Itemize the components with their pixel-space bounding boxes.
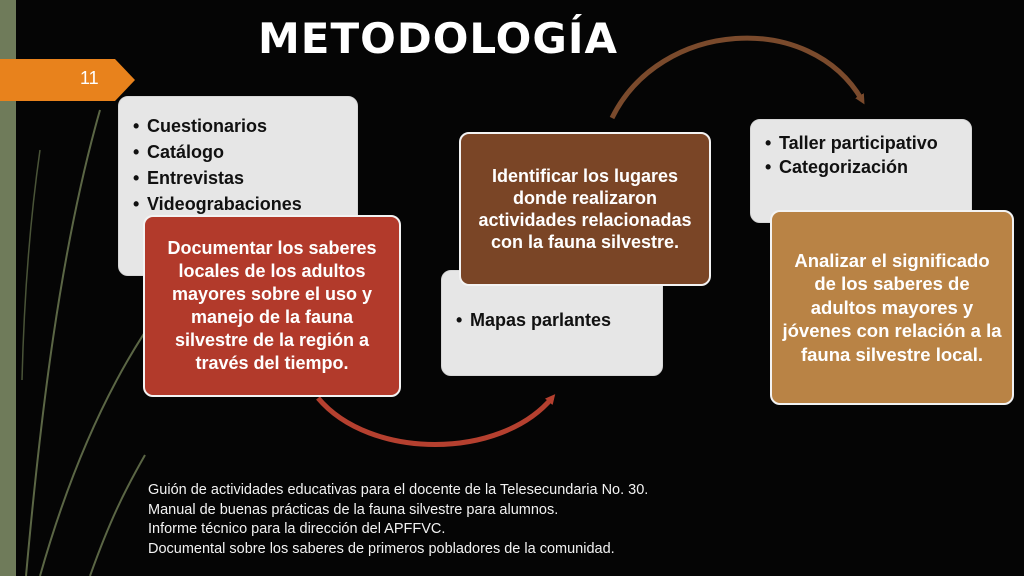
footer-line: Informe técnico para la dirección del APFFVC. bbox=[148, 521, 446, 537]
decorative-line bbox=[22, 150, 40, 380]
stage3-tools-list bbox=[765, 132, 963, 180]
stage1-objective-text: Documentar los saberes locales de los adultos mayores sobre el uso y manejo de la fauna silvestre de la región a través del tiempo. bbox=[167, 238, 377, 373]
list-item: • Taller participativo bbox=[765, 132, 963, 154]
footer-products-list bbox=[148, 481, 648, 559]
list-item: • Catálogo bbox=[133, 139, 347, 165]
stage3-tools-box bbox=[750, 119, 972, 223]
stage2-objective-box bbox=[459, 132, 711, 286]
decorative-line bbox=[90, 455, 145, 576]
footer-line: Manual de buenas prácticas de la fauna silvestre para alumnos. bbox=[148, 501, 559, 518]
arrow-stage2-to-stage3 bbox=[612, 38, 862, 118]
stage2-tools-list bbox=[456, 307, 652, 333]
list-item: • Cuestionarios bbox=[133, 113, 347, 139]
footer-line: Documental sobre los saberes de primeros pobladores de la comunidad. bbox=[148, 540, 615, 557]
footer-line: Guión de actividades educativas para el docente de la Telesecundaria No. 30. bbox=[148, 482, 649, 498]
stage2-objective-text: Identificar los lugares donde realizaron actividades relacionadas con la fauna silvestre. bbox=[478, 166, 692, 252]
stage1-tools-list bbox=[133, 113, 347, 217]
list-item: • Videograbaciones bbox=[133, 191, 347, 217]
stage3-objective-box bbox=[770, 210, 1014, 405]
stage1-objective-box bbox=[143, 215, 401, 397]
slide-number: 11 bbox=[80, 68, 99, 88]
slide-number-arrow-shape bbox=[0, 59, 135, 101]
slide-number-tab bbox=[0, 59, 135, 101]
slide-title: METODOLOGÍA bbox=[258, 14, 618, 63]
stage3-objective-text: Analizar el significado de los saberes de adultos mayores y jóvenes con relación a la fauna silvestre local. bbox=[782, 249, 1002, 365]
list-item: • Mapas parlantes bbox=[456, 307, 652, 333]
list-item: • Categorización bbox=[765, 154, 963, 180]
list-item: • Entrevistas bbox=[133, 165, 347, 191]
arrow-stage1-to-stage2 bbox=[318, 398, 552, 445]
decorative-line bbox=[40, 310, 160, 576]
